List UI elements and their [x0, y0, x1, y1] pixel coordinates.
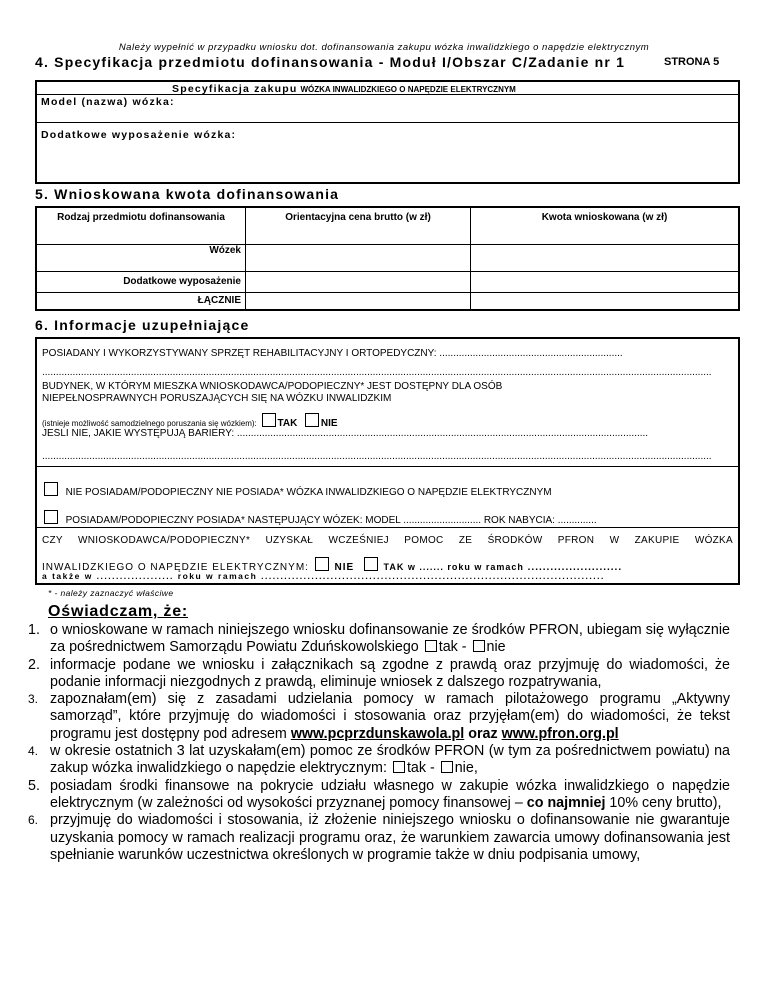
declaration-item-5: 5. posiadam środki finansowe na pokrycie udziału własnego w zakupie wózka inwalidzkiego o napędzie elektrycznym (w zależności od wysokości przyznanej pomocy finansowej – co najmniej 10% ceny brutto),: [28, 777, 730, 811]
decl1-no-checkbox[interactable]: [473, 640, 485, 652]
row-total: ŁĄCZNIE: [36, 292, 246, 310]
no-wheelchair-row: NIE POSIADAM/PODOPIECZNY NIE POSIADA* WÓZKA INWALIDZKIEGO O NAPĘDZIE ELEKTRYCZNYM: [42, 482, 552, 498]
accessible-no-checkbox[interactable]: [305, 413, 319, 427]
equipment-line[interactable]: POSIADANY I WYKORZYSTYWANY SPRZĘT REHABILITACYJNY I ORTOPEDYCZNY: ..................................................................: [42, 348, 623, 359]
model-field[interactable]: [37, 94, 738, 123]
building-line-2: NIEPEŁNOSPRAWNYCH PORUSZAJĄCYCH SIĘ NA WÓZKU INWALIDZKIM: [42, 393, 392, 404]
declaration-item-2: 2. informacje podane we wniosku i załącznikach są zgodne z prawdą oraz przyjmuję do wiadomości, że podanie informacji niezgodnych z prawdą, eliminuje wniosek z dalszego rozpatrywania,: [28, 656, 730, 690]
has-wheelchair-checkbox[interactable]: [44, 510, 58, 524]
no-wheelchair-checkbox[interactable]: [44, 482, 58, 496]
page-number: STRONA 5: [664, 56, 720, 68]
amount-wheelchair[interactable]: [471, 244, 740, 271]
decl4-no-checkbox[interactable]: [441, 761, 453, 773]
price-extra[interactable]: [246, 271, 471, 292]
amount-table: [35, 206, 740, 311]
equipment-line-2[interactable]: .................................................................................................................................................................................................................................................: [42, 367, 712, 378]
info-box: [35, 337, 740, 585]
extra-equipment-label: Dodatkowe wyposażenie wózka:: [41, 129, 237, 141]
link-pfron[interactable]: www.pfron.org.pl: [501, 725, 619, 742]
pfron-no-checkbox[interactable]: [315, 557, 329, 571]
declaration-item-3: 3. zapoznałam(em) się z zasadami udzielania pomocy w ramach pilotażowego programu „Aktywny samorząd”, które przyjmuję do wiadomości i stosowania oraz przyjęłam(em) do wiadomości, że tekst programu jest dostępny pod adresem www.pcprzdunskawola.pl oraz www.pfron.org.pl: [28, 691, 730, 742]
col-price: Orientacyjna cena brutto (w zł): [246, 207, 471, 244]
building-line-1: BUDYNEK, W KTÓRYM MIESZKA WNIOSKODAWCA/PODOPIECZNY* JEST DOSTĘPNY DLA OSÓB: [42, 381, 503, 392]
row-extra: Dodatkowe wyposażenie: [36, 271, 246, 292]
pfron-line-3[interactable]: a także w .................... roku w ramach .........................................................................................: [42, 571, 605, 581]
row-wheelchair: Wózek: [36, 244, 246, 271]
amount-extra[interactable]: [471, 271, 740, 292]
pfron-yes-checkbox[interactable]: [364, 557, 378, 571]
pfron-line-1: CZY WNIOSKODAWCA/PODOPIECZNY* UZYSKAŁ WCZEŚNIEJ POMOC ZE ŚRODKÓW PFRON W ZAKUPIE WÓZKA: [42, 535, 733, 546]
col-amount: Kwota wnioskowana (w zł): [471, 207, 740, 244]
decl1-yes-checkbox[interactable]: [425, 640, 437, 652]
section5-title: 5. Wnioskowana kwota dofinansowania: [35, 186, 340, 202]
spec-header: Specyfikacja zakupu WÓZKA INWALIDZKIEGO O NAPĘDZIE ELEKTRYCZNYM: [172, 83, 516, 95]
declaration-item-1: 1. o wnioskowane w ramach niniejszego wniosku dofinansowanie ze środków PFRON, ubiegam się wyłącznie za pośrednictwem Samorządu Powiatu Zduńskowolskiego tak - nie: [28, 622, 730, 656]
decl4-yes-checkbox[interactable]: [393, 761, 405, 773]
price-wheelchair[interactable]: [246, 244, 471, 271]
amount-total[interactable]: [471, 292, 740, 310]
section6-title: 6. Informacje uzupełniające: [35, 317, 250, 333]
declaration-list: [28, 622, 730, 864]
has-wheelchair-row: POSIADAM/PODOPIECZNY POSIADA* NASTĘPUJĄCY WÓZEK: MODEL ............................ ROK NABYCIA: ..............: [42, 510, 597, 526]
price-total[interactable]: [246, 292, 471, 310]
pfron-line-2: INWALIDZKIEGO O NAPĘDZIE ELEKTRYCZNYM: NIE TAK w ....... roku w ramach .........................: [42, 557, 622, 573]
top-note: Należy wypełnić w przypadku wniosku dot. dofinansowania zakupu wózka inwalidzkiego o napędzie elektrycznym: [118, 42, 650, 53]
accessibility-row: (istnieje możliwość samodzielnego poruszania się wózkiem): TAK NIE: [42, 413, 338, 429]
accessible-yes-checkbox[interactable]: [262, 413, 276, 427]
col-type: Rodzaj przedmiotu dofinansowania: [36, 207, 246, 244]
model-label: Model (nazwa) wózka:: [41, 96, 175, 108]
declaration-item-4: 4. w okresie ostatnich 3 lat uzyskałam(em) pomoc ze środków PFRON (w tym za pośrednictwem powiatu) na zakup wózka inwalidzkiego o napędzie elektrycznym: tak - nie,: [28, 743, 730, 777]
barriers-line-2[interactable]: .................................................................................................................................................................................................................................................: [42, 451, 712, 462]
declaration-title: Oświadczam, że:: [48, 603, 189, 620]
barriers-line[interactable]: JEŚLI NIE, JAKIE WYSTĘPUJĄ BARIERY: ....................................................................................................................................................: [42, 428, 649, 439]
footnote: * - należy zaznaczyć właściwe: [48, 588, 174, 598]
section4-title: 4. Specyfikacja przedmiotu dofinansowania - Moduł I/Obszar C/Zadanie nr 1: [35, 54, 626, 70]
link-pcpr[interactable]: www.pcprzdunskawola.pl: [290, 725, 465, 742]
spec-box: [35, 80, 740, 184]
extra-equipment-field[interactable]: [37, 142, 738, 182]
declaration-item-6: 6. przyjmuję do wiadomości i stosowania, iż złożenie niniejszego wniosku o dofinansowanie nie gwarantuje uzyskania pomocy w ramach realizacji programu oraz, że warunkiem zawarcia umowy dofinansowania jest spełnianie warunków uczestnictwa określonych w programie także w dniu podpisania umowy,: [28, 812, 730, 863]
